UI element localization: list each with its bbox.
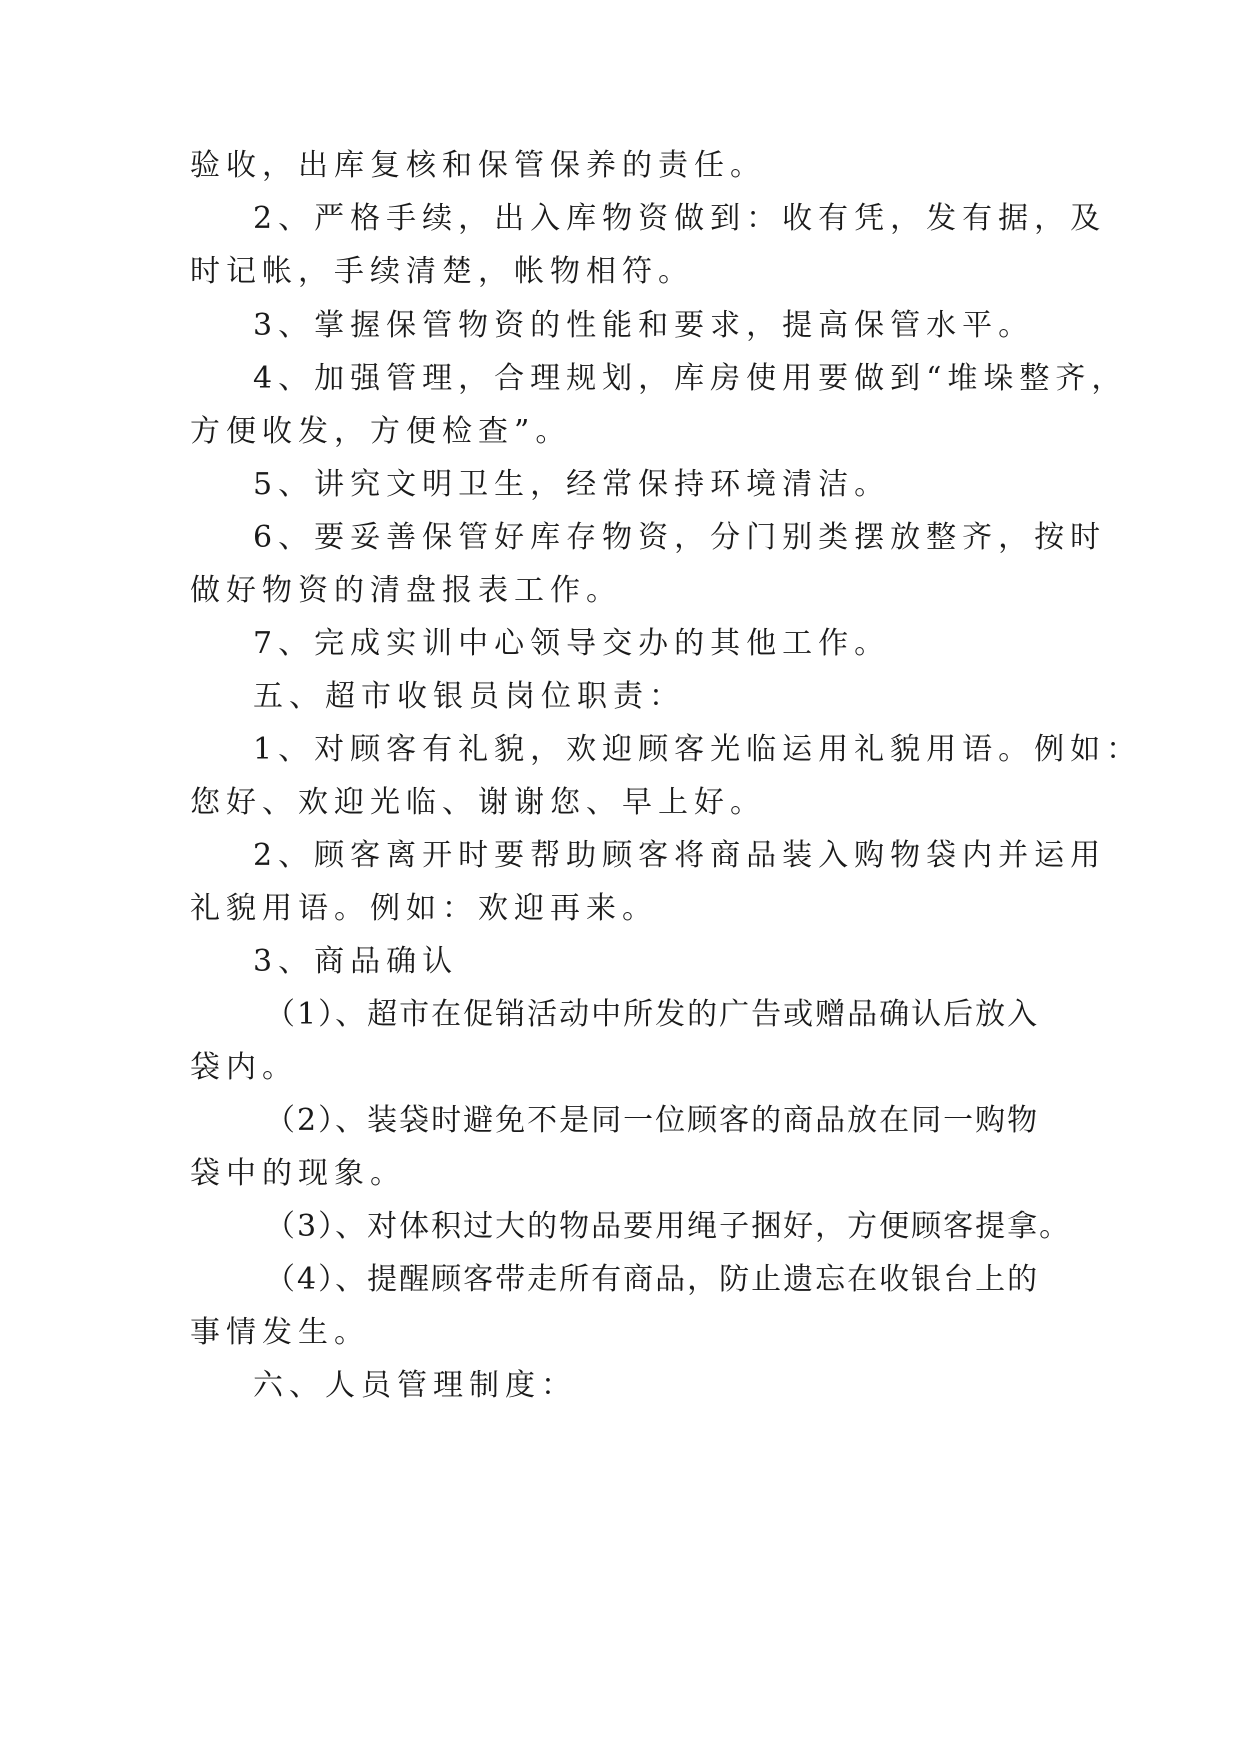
section-heading: 六、人员管理制度： bbox=[253, 1368, 577, 1403]
text-line: （2）、装袋时避免不是同一位顾客的商品放在同一购物 bbox=[265, 1103, 1040, 1138]
text-line: 1、对顾客有礼貌，欢迎顾客光临运用礼貌用语。例如： bbox=[253, 732, 1143, 767]
section-heading: 五、超市收银员岗位职责： bbox=[253, 679, 685, 714]
text-line: 时记帐，手续清楚，帐物相符。 bbox=[190, 254, 694, 289]
text-line: 3、商品确认 bbox=[253, 944, 459, 979]
text-line: 5、讲究文明卫生，经常保持环境清洁。 bbox=[253, 467, 891, 502]
text-line: 事情发生。 bbox=[190, 1315, 370, 1350]
text-line: 袋内。 bbox=[190, 1050, 298, 1085]
text-line: 袋中的现象。 bbox=[190, 1156, 406, 1191]
text-line: 2、顾客离开时要帮助顾客将商品装入购物袋内并运用 bbox=[253, 838, 1107, 873]
text-line: 您好、欢迎光临、谢谢您、早上好。 bbox=[190, 785, 766, 820]
text-line: 7、完成实训中心领导交办的其他工作。 bbox=[253, 626, 891, 661]
text-line: （1）、超市在促销活动中所发的广告或赠品确认后放入 bbox=[265, 997, 1040, 1032]
text-line: 6、要妥善保管好库存物资，分门别类摆放整齐，按时 bbox=[253, 520, 1107, 555]
text-line: （3）、对体积过大的物品要用绳子捆好，方便顾客提拿。 bbox=[265, 1209, 1072, 1244]
text-line: 礼貌用语。例如：欢迎再来。 bbox=[190, 891, 658, 926]
text-line: （4）、提醒顾客带走所有商品，防止遗忘在收银台上的 bbox=[265, 1262, 1040, 1297]
text-line: 验收，出库复核和保管保养的责任。 bbox=[190, 148, 766, 183]
text-line: 4、加强管理，合理规划，库房使用要做到“堆垛整齐， bbox=[253, 361, 1128, 396]
text-line: 做好物资的清盘报表工作。 bbox=[190, 573, 622, 608]
text-line: 2、严格手续，出入库物资做到：收有凭，发有据，及 bbox=[253, 201, 1107, 236]
text-line: 3、掌握保管物资的性能和要求，提高保管水平。 bbox=[253, 308, 1035, 343]
document-page bbox=[190, 0, 1143, 1754]
text-line: 方便收发，方便检查”。 bbox=[190, 414, 572, 449]
